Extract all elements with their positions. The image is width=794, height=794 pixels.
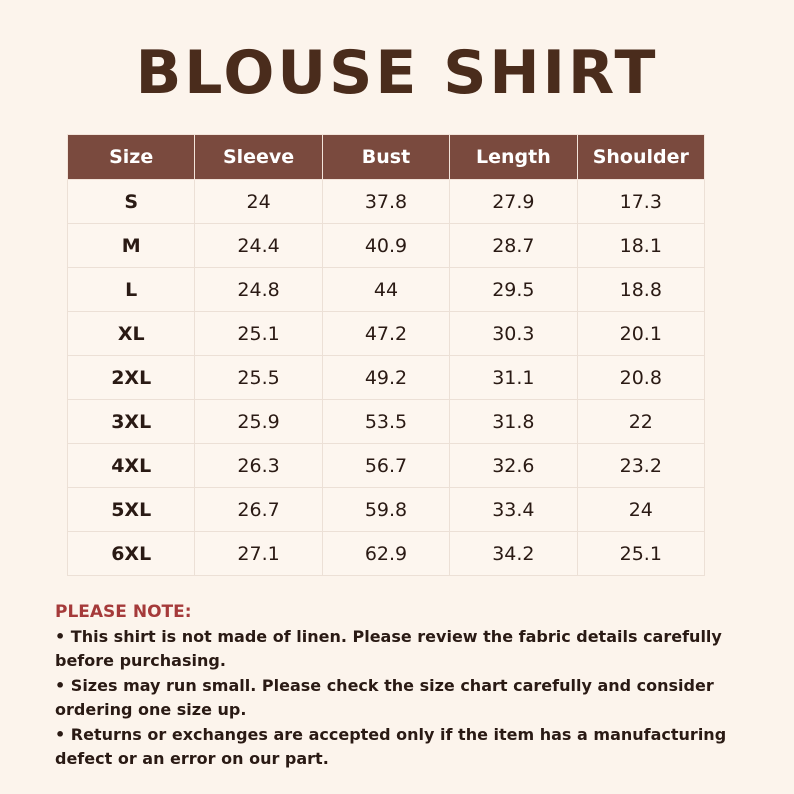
sleeve-cell: 24.8 — [195, 268, 322, 312]
sleeve-cell: 25.9 — [195, 400, 322, 444]
page-title: BLOUSE SHIRT — [135, 38, 659, 108]
bust-cell: 47.2 — [322, 312, 449, 356]
bust-cell: 59.8 — [322, 488, 449, 532]
table-row — [68, 312, 705, 356]
note-title: PLEASE NOTE: — [55, 602, 192, 622]
bust-cell: 37.8 — [322, 180, 449, 224]
header-length: Length — [450, 135, 577, 180]
size-cell: M — [68, 224, 195, 268]
table-row — [68, 224, 705, 268]
length-cell: 31.8 — [450, 400, 577, 444]
sleeve-cell: 26.7 — [195, 488, 322, 532]
shoulder-cell: 22 — [577, 400, 704, 444]
header-size: Size — [68, 135, 195, 180]
bust-cell: 44 — [322, 268, 449, 312]
shoulder-cell: 25.1 — [577, 532, 704, 576]
length-cell: 32.6 — [450, 444, 577, 488]
shoulder-cell: 18.1 — [577, 224, 704, 268]
table-row — [68, 356, 705, 400]
shoulder-cell: 18.8 — [577, 268, 704, 312]
sleeve-cell: 25.1 — [195, 312, 322, 356]
size-cell: 3XL — [68, 400, 195, 444]
note-item-sizing: • Sizes may run small. Please check the size chart carefully and consider ordering one size up. — [55, 675, 714, 719]
table-row — [68, 488, 705, 532]
size-cell: XL — [68, 312, 195, 356]
size-cell: 5XL — [68, 488, 195, 532]
length-cell: 27.9 — [450, 180, 577, 224]
size-cell: L — [68, 268, 195, 312]
length-cell: 28.7 — [450, 224, 577, 268]
sleeve-cell: 25.5 — [195, 356, 322, 400]
note-item-returns: • Returns or exchanges are accepted only if the item has a manufacturing defect or an error on our part. — [55, 724, 727, 768]
shoulder-cell: 23.2 — [577, 444, 704, 488]
size-chart-table — [67, 134, 705, 576]
table-row — [68, 400, 705, 444]
sleeve-cell: 24 — [195, 180, 322, 224]
shoulder-cell: 17.3 — [577, 180, 704, 224]
length-cell: 31.1 — [450, 356, 577, 400]
sleeve-cell: 24.4 — [195, 224, 322, 268]
size-cell: 4XL — [68, 444, 195, 488]
shoulder-cell: 24 — [577, 488, 704, 532]
shoulder-cell: 20.1 — [577, 312, 704, 356]
table-row — [68, 268, 705, 312]
shoulder-cell: 20.8 — [577, 356, 704, 400]
bust-cell: 62.9 — [322, 532, 449, 576]
header-sleeve: Sleeve — [195, 135, 322, 180]
bust-cell: 40.9 — [322, 224, 449, 268]
size-cell: 6XL — [68, 532, 195, 576]
bust-cell: 53.5 — [322, 400, 449, 444]
length-cell: 33.4 — [450, 488, 577, 532]
size-cell: 2XL — [68, 356, 195, 400]
length-cell: 29.5 — [450, 268, 577, 312]
length-cell: 34.2 — [450, 532, 577, 576]
length-cell: 30.3 — [450, 312, 577, 356]
table-row — [68, 532, 705, 576]
note-item-fabric: • This shirt is not made of linen. Please review the fabric details carefully before purchasing. — [55, 626, 722, 670]
please-note-section — [55, 600, 755, 772]
sleeve-cell: 27.1 — [195, 532, 322, 576]
size-cell: S — [68, 180, 195, 224]
table-header-row — [68, 135, 705, 180]
bust-cell: 56.7 — [322, 444, 449, 488]
table-row — [68, 180, 705, 224]
header-shoulder: Shoulder — [577, 135, 704, 180]
header-bust: Bust — [322, 135, 449, 180]
table-row — [68, 444, 705, 488]
bust-cell: 49.2 — [322, 356, 449, 400]
sleeve-cell: 26.3 — [195, 444, 322, 488]
